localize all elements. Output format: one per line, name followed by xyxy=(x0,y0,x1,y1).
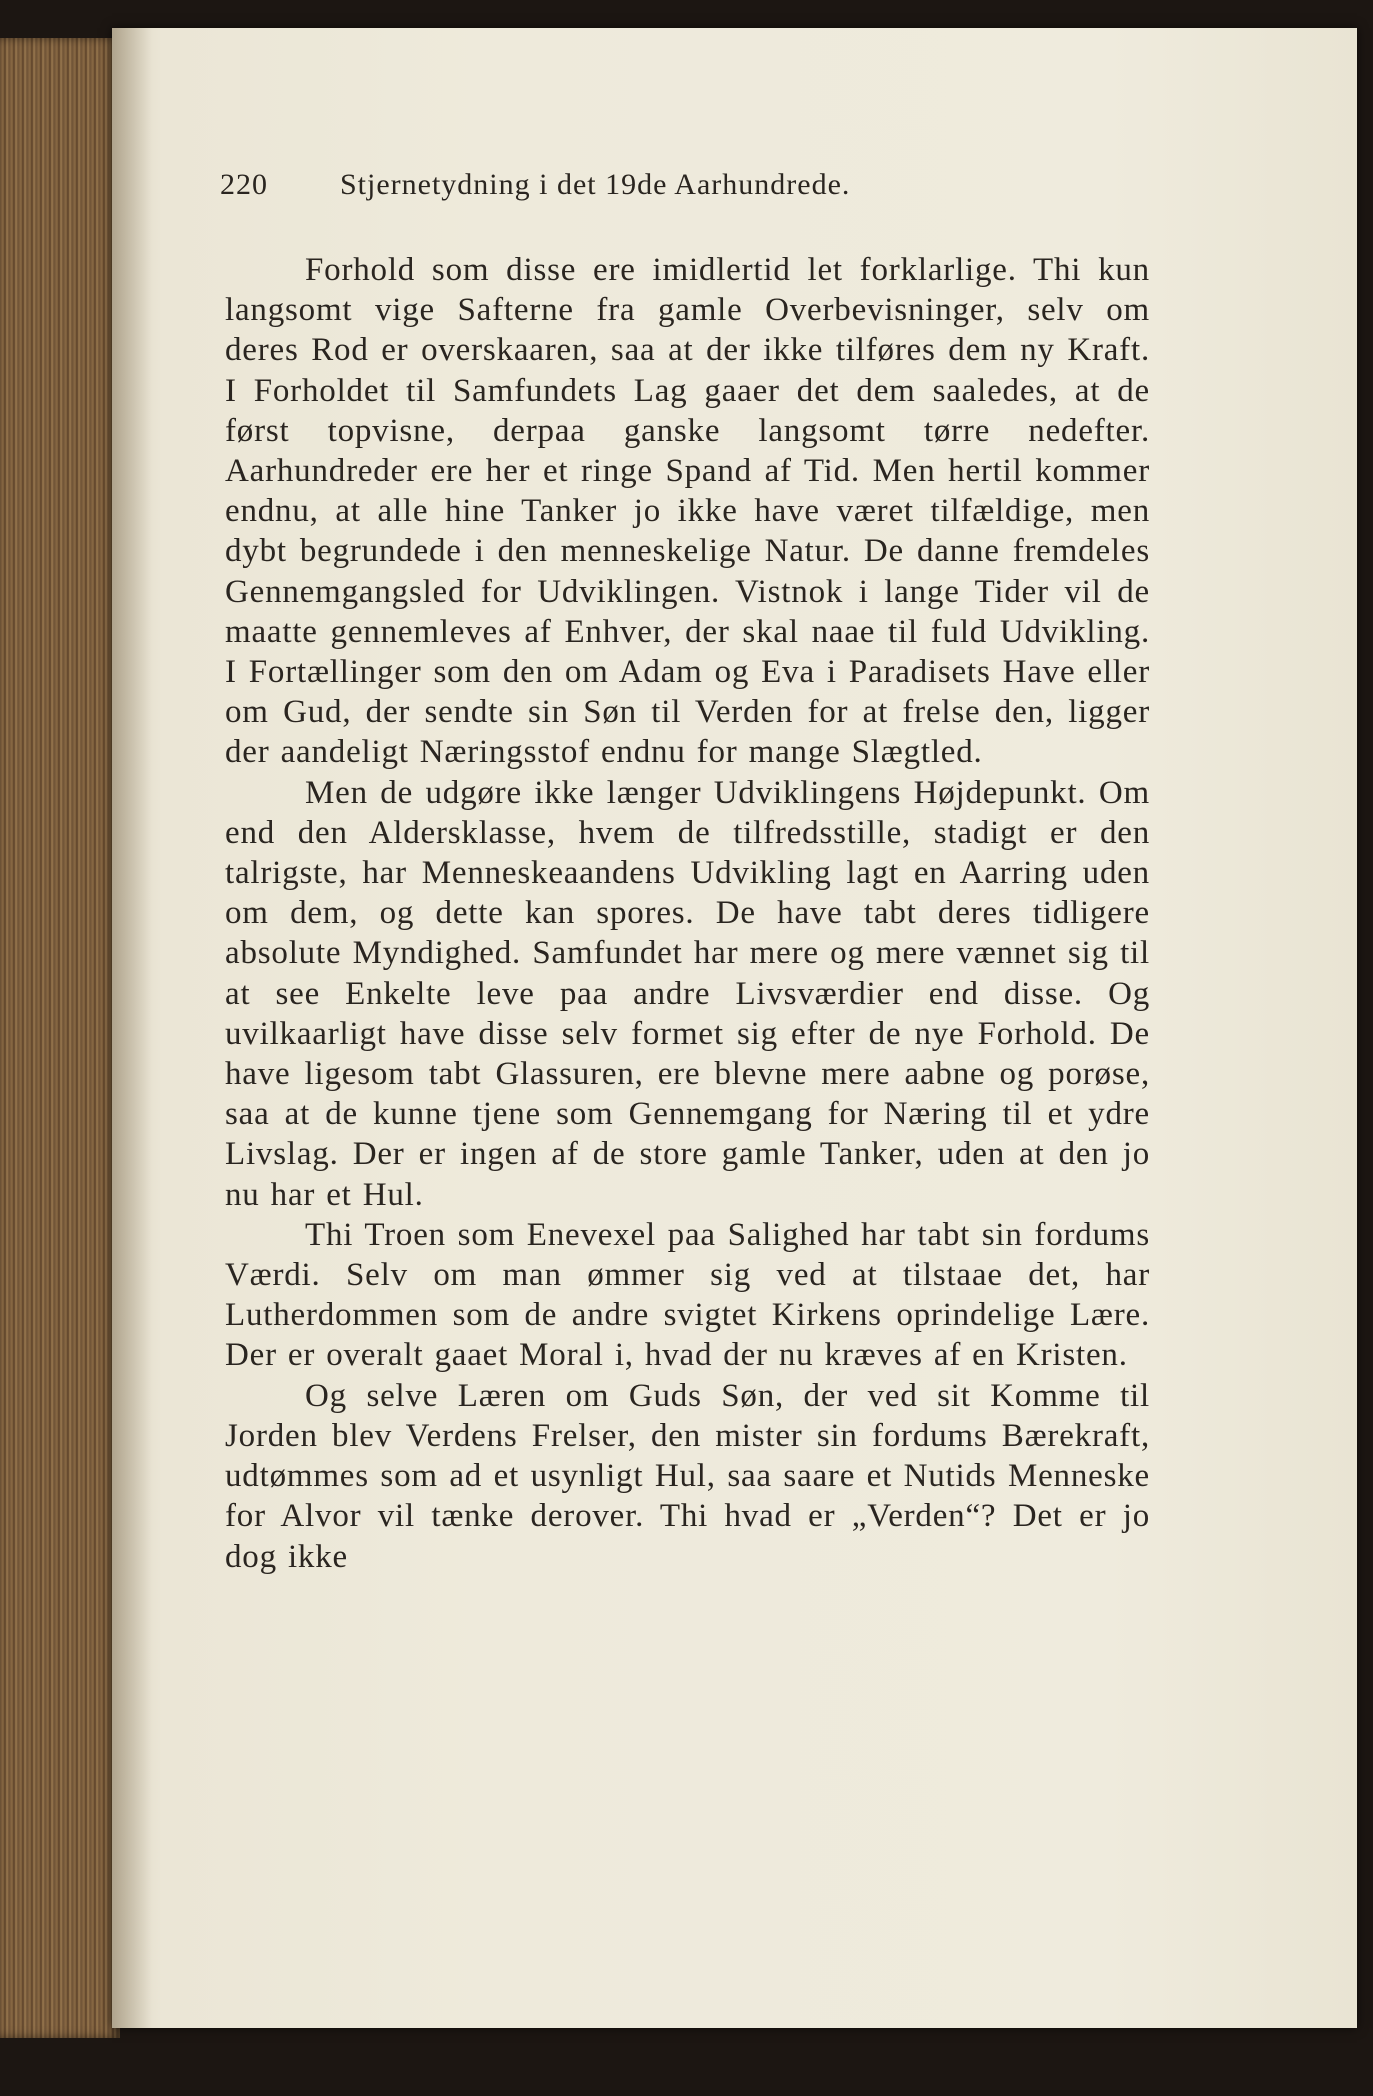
paragraph: Forhold som disse ere imidlertid let forklarlige. Thi kun langsomt vige Safterne fra gamle Overbevisninger, selv om deres Rod er overskaaren, saa at der ikke tilføres dem ny Kraft. I Forholdet til Samfundets Lag gaaer det dem saaledes, at de først topvisne, derpaa ganske langsomt tørre nedefter. Aarhundreder ere her et ringe Spand af Tid. Men hertil kommer endnu, at alle hine Tanker jo ikke have været tilfældige, men dybt begrundede i den menneskelige Natur. De danne fremdeles Gennemgangsled for Udviklingen. Vistnok i lange Tider vil de maatte gennemleves af Enhver, der skal naae til fuld Udvikling. I Fortællinger som den om Adam og Eva i Paradisets Have eller om Gud, der sendte sin Søn til Verden for at frelse den, ligger der aandeligt Næringsstof endnu for mange Slægtled. xyxy=(225,252,1150,771)
paragraph: Thi Troen som Enevexel paa Salighed har tabt sin fordums Værdi. Selv om man ømmer sig ved at tilstaae det, har Lutherdommen som de andre svigtet Kirkens oprindelige Lære. Der er overalt gaaet Moral i, hvad der nu kræves af en Kristen. xyxy=(225,1216,1150,1374)
running-head xyxy=(220,168,1120,202)
paragraph: Men de udgøre ikke længer Udviklingens Højdepunkt. Om end den Aldersklasse, hvem de tilfredsstille, stadigt er den talrigste, har Menneskeaandens Udvikling lagt en Aarring uden om dem, og dette kan spores. De have tabt deres tidligere absolute Myndighed. Samfundet har mere og mere vænnet sig til at see Enkelte leve paa andre Livsværdier end disse. Og uvilkaarligt have disse selv formet sig efter de nye Forhold. De have ligesom tabt Glassuren, ere blevne mere aabne og porøse, saa at de kunne tjene som Gennemgang for Næring til et ydre Livslag. Der er ingen af de store gamle Tanker, uden at den jo nu har et Hul. xyxy=(225,774,1150,1213)
page-number: 220 xyxy=(220,168,268,201)
paragraph: Og selve Læren om Guds Søn, der ved sit Komme til Jorden blev Verdens Frelser, den mister sin fordums Bærekraft, udtømmes som ad et usynligt Hul, saa saare et Nutids Menneske for Alvor vil tænke derover. Thi hvad er „Verden“? Det er jo dog ikke xyxy=(225,1377,1150,1575)
gutter-shadow xyxy=(112,28,152,2028)
running-title: Stjernetydning i det 19de Aarhundrede. xyxy=(340,168,851,201)
body-text xyxy=(225,250,1150,1577)
book-page-edges xyxy=(0,38,120,2038)
